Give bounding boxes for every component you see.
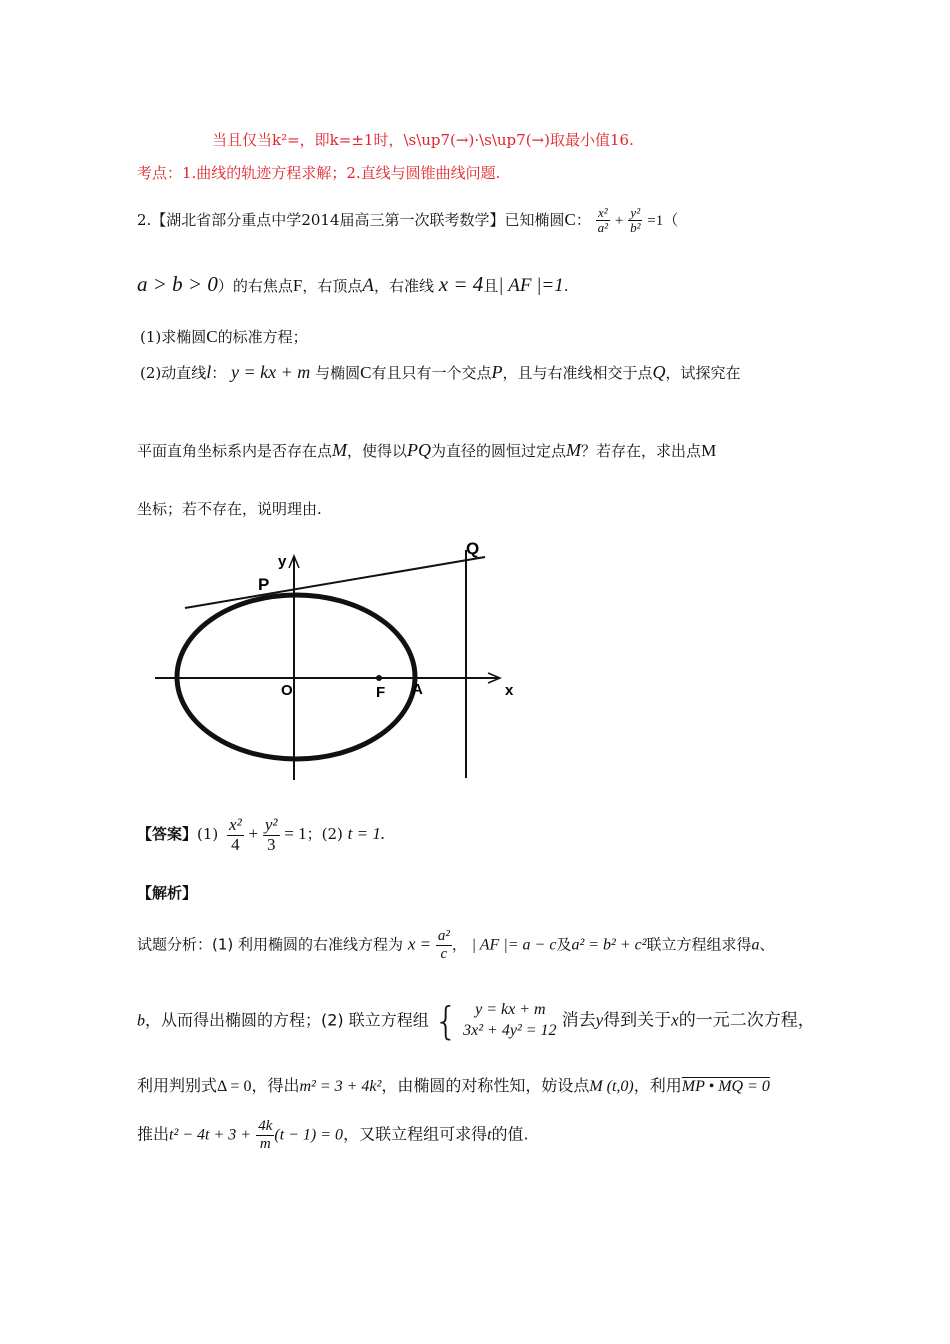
directrix-frac: $\frac{\text{a²}}{c}$ <box>437 928 450 962</box>
analysis-line-3: 利用判别式Δ = 0，得出m² = 3 + 4k²，由椭圆的对称性知，妨设点M (t,0)，利用MP • MQ = 0 <box>137 1076 770 1095</box>
equation-system: y = kx + m 3x² + 4y² = 12 <box>463 1001 557 1039</box>
part-2-line-2: 平面直角坐标系内是否存在点M，使得以PQ为直径的圆恒过定点M？若存在，求出点M <box>137 440 717 460</box>
part-2-line-3: 坐标；若不存在，说明理由. <box>137 500 322 518</box>
ellipse-eq-x: $\frac{\text{x²}}{\text{a²}}$ <box>597 205 609 236</box>
label-x: x <box>505 682 514 699</box>
label-o: O <box>281 682 293 699</box>
label-a: A <box>412 681 423 698</box>
analysis-line-4: 推出t² − 4t + 3 + $\frac{4k}{m}$ (t − 1) = 0，又联立程组可求得t的值. <box>137 1118 529 1152</box>
part-1: (1)求椭圆C的标准方程； <box>140 327 308 346</box>
part-2-line-1: (2)动直线l： y = kx + m 与椭圆C有且只有一个交点P，且与右准线相交于点Q，试探究在 <box>140 362 741 382</box>
label-q: Q <box>466 539 480 558</box>
ellipse-figure <box>150 530 520 785</box>
intro-line-1: 当且仅当k²=，即k=±1时，\s\up7(→)·\s\up7(→)取最小值16. <box>212 131 634 149</box>
ellipse-eq-y: $\frac{\text{y²}}{\text{b²}}$ <box>630 205 641 236</box>
problem-heading: 2.【湖北省部分重点中学2014届高三第一次联考数学】已知椭圆C： $\frac{\text{x²}}{\text{a²}}$ + $\frac{\text{y²}}{\text{b²}}$ =1（ <box>137 205 679 236</box>
answer-line: 【答案】(1) $\frac{\text{x²}}{4}$ + $\frac{\text{y²}}{3}$ = 1；(2) t = 1. <box>137 815 386 854</box>
focus-point <box>376 675 382 681</box>
label-y: y <box>278 553 287 570</box>
intro-line-2: 考点：1.曲线的轨迹方程求解；2.直线与圆锥曲线问题. <box>137 164 501 182</box>
answer-frac-y: $\frac{\text{y²}}{3}$ <box>264 815 278 854</box>
analysis-line-1: 试题分析：(1) 利用椭圆的右准线方程为 x = $\frac{\text{a²}}{c}$ ， | AF |= a − c及a² = b² + c²联立方程组求得a、 <box>137 928 775 962</box>
analysis-frac-4k-m: $\frac{4k}{m}$ <box>258 1118 273 1152</box>
answer-frac-x: $\frac{\text{x²}}{4}$ <box>229 815 242 854</box>
problem-conditions: a > b > 0）的右焦点F，右顶点A，右准线 x = 4且| AF |=1. <box>137 272 569 296</box>
analysis-line-2: b，从而得出椭圆的方程；(2) 联立方程组 { y = kx + m 3x² + 4y² = 12 消去y得到关于x的一元二次方程， <box>137 998 815 1043</box>
analysis-label: 【解析】 <box>137 884 198 902</box>
label-f: F <box>376 684 386 701</box>
label-p: P <box>258 575 270 594</box>
